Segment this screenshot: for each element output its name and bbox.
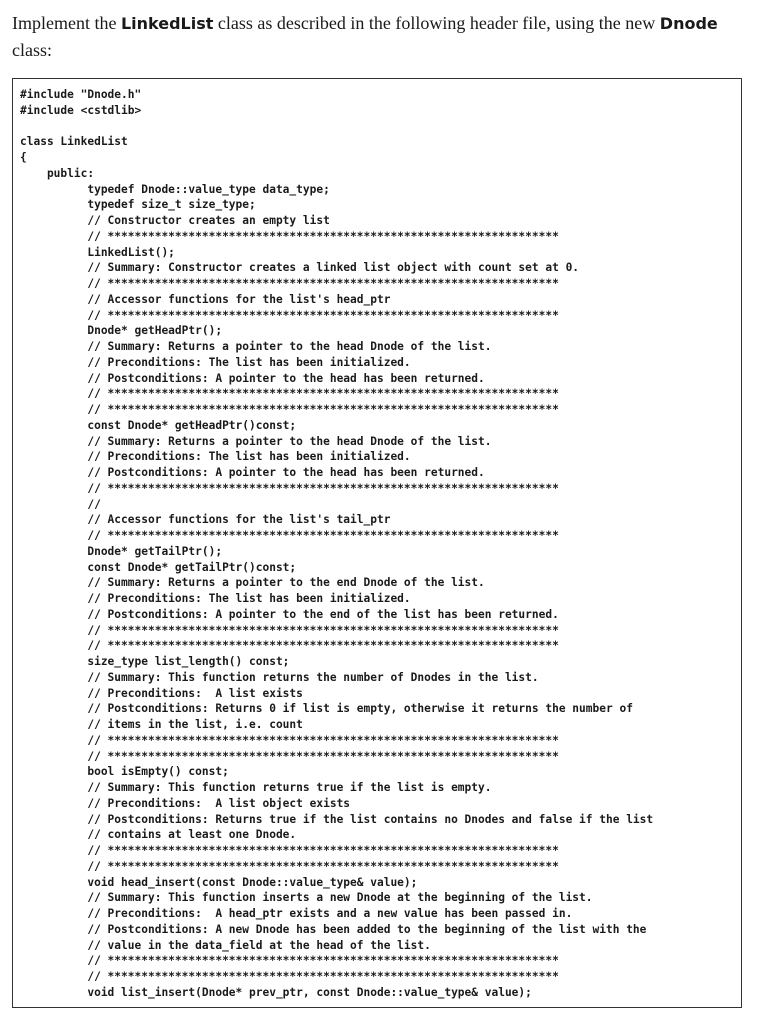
code-line: // ******************************************************************* xyxy=(20,229,559,243)
code-line: // ******************************************************************* xyxy=(20,954,559,968)
code-line: typedef size_t size_type; xyxy=(20,198,256,212)
code-line: // ******************************************************************* xyxy=(20,308,559,322)
code-line: // Summary: Returns a pointer to the head Dnode of the list. xyxy=(20,340,492,353)
code-line: bool isEmpty() const; xyxy=(20,765,229,779)
code-line: // Accessor functions for the list's head_ptr xyxy=(20,292,391,306)
code-line: Dnode* getHeadPtr(); xyxy=(20,324,223,338)
code-line: { xyxy=(20,151,27,164)
code-line: // Preconditions: A head_ptr exists and a new value has been passed in. xyxy=(20,907,573,920)
code-line: // Constructor creates an empty list xyxy=(20,214,330,227)
code-line: // Preconditions: The list has been initialized. xyxy=(20,592,411,605)
code-line: // value in the data_field at the head of the list. xyxy=(20,938,431,952)
code-line: // items in the list, i.e. count xyxy=(20,718,303,731)
intro-text-2: class as described in the following header file, using the new xyxy=(213,13,660,33)
code-listing-box xyxy=(12,78,742,1008)
code-line: // Summary: Constructor creates a linked list object with count set at 0. xyxy=(20,261,580,275)
code-line: // ******************************************************************* xyxy=(20,403,559,416)
code-line: // Preconditions: The list has been initialized. xyxy=(20,450,411,464)
code-line: // Postconditions: A pointer to the end of the list has been returned. xyxy=(20,607,559,621)
code-line xyxy=(20,119,741,135)
code-line: // Postconditions: Returns true if the list contains no Dnodes and false if the list xyxy=(20,812,654,826)
code-line: // ******************************************************************* xyxy=(20,387,559,401)
code-line: // Postconditions: Returns 0 if list is empty, otherwise it returns the number of xyxy=(20,702,633,716)
instruction-text xyxy=(12,10,762,64)
code-line: // ******************************************************************* xyxy=(20,481,559,495)
code-line: // ******************************************************************* xyxy=(20,623,559,637)
code-line: public: xyxy=(20,166,95,180)
code-line: // ******************************************************************* xyxy=(20,529,559,542)
code-listing xyxy=(13,79,741,1001)
code-line: // ******************************************************************* xyxy=(20,733,559,747)
code-line: // Postconditions: A new Dnode has been added to the beginning of the list with the xyxy=(20,922,647,936)
code-line: // Summary: Returns a pointer to the head Dnode of the list. xyxy=(20,434,492,448)
code-line: // ******************************************************************* xyxy=(20,639,559,653)
code-line: // Summary: This function returns true if the list is empty. xyxy=(20,781,492,794)
code-line: // contains at least one Dnode. xyxy=(20,828,297,842)
intro-text-3: class: xyxy=(12,40,52,60)
code-line: // Summary: This function inserts a new Dnode at the beginning of the list. xyxy=(20,891,593,905)
intro-text-1: Implement the xyxy=(12,13,121,33)
code-line: // xyxy=(20,497,101,511)
code-line: // Postconditions: A pointer to the head has been returned. xyxy=(20,371,485,385)
code-line: // Preconditions: A list exists xyxy=(20,686,303,700)
code-line: Dnode* getTailPtr(); xyxy=(20,544,223,558)
code-line: const Dnode* getTailPtr()const; xyxy=(20,560,297,574)
code-line: // ******************************************************************* xyxy=(20,844,559,857)
code-line: size_type list_length() const; xyxy=(20,655,290,668)
code-line: // ******************************************************************* xyxy=(20,749,559,763)
code-line: // ******************************************************************* xyxy=(20,970,559,983)
code-line: const Dnode* getHeadPtr()const; xyxy=(20,418,297,432)
code-line: void head_insert(const Dnode::value_type& value); xyxy=(20,875,418,889)
code-line: // Summary: This function returns the number of Dnodes in the list. xyxy=(20,670,539,684)
code-line: // Preconditions: The list has been initialized. xyxy=(20,355,411,369)
code-line: // Preconditions: A list object exists xyxy=(20,796,351,810)
code-line: // ******************************************************************* xyxy=(20,859,559,873)
code-line: class LinkedList xyxy=(20,135,128,149)
node-name-keyword: Dnode xyxy=(659,14,718,33)
code-line: void list_insert(Dnode* prev_ptr, const Dnode::value_type& value); xyxy=(20,985,532,999)
code-line: LinkedList(); xyxy=(20,245,175,259)
code-line: #include "Dnode.h" xyxy=(20,88,142,101)
code-line: typedef Dnode::value_type data_type; xyxy=(20,182,330,196)
code-line: // Postconditions: A pointer to the head has been returned. xyxy=(20,466,485,479)
code-line: // Accessor functions for the list's tail_ptr xyxy=(20,513,391,527)
class-name-keyword: LinkedList xyxy=(120,14,214,33)
code-line: // Summary: Returns a pointer to the end Dnode of the list. xyxy=(20,576,485,590)
code-line: // ******************************************************************* xyxy=(20,277,559,290)
code-line: #include <cstdlib> xyxy=(20,103,142,117)
